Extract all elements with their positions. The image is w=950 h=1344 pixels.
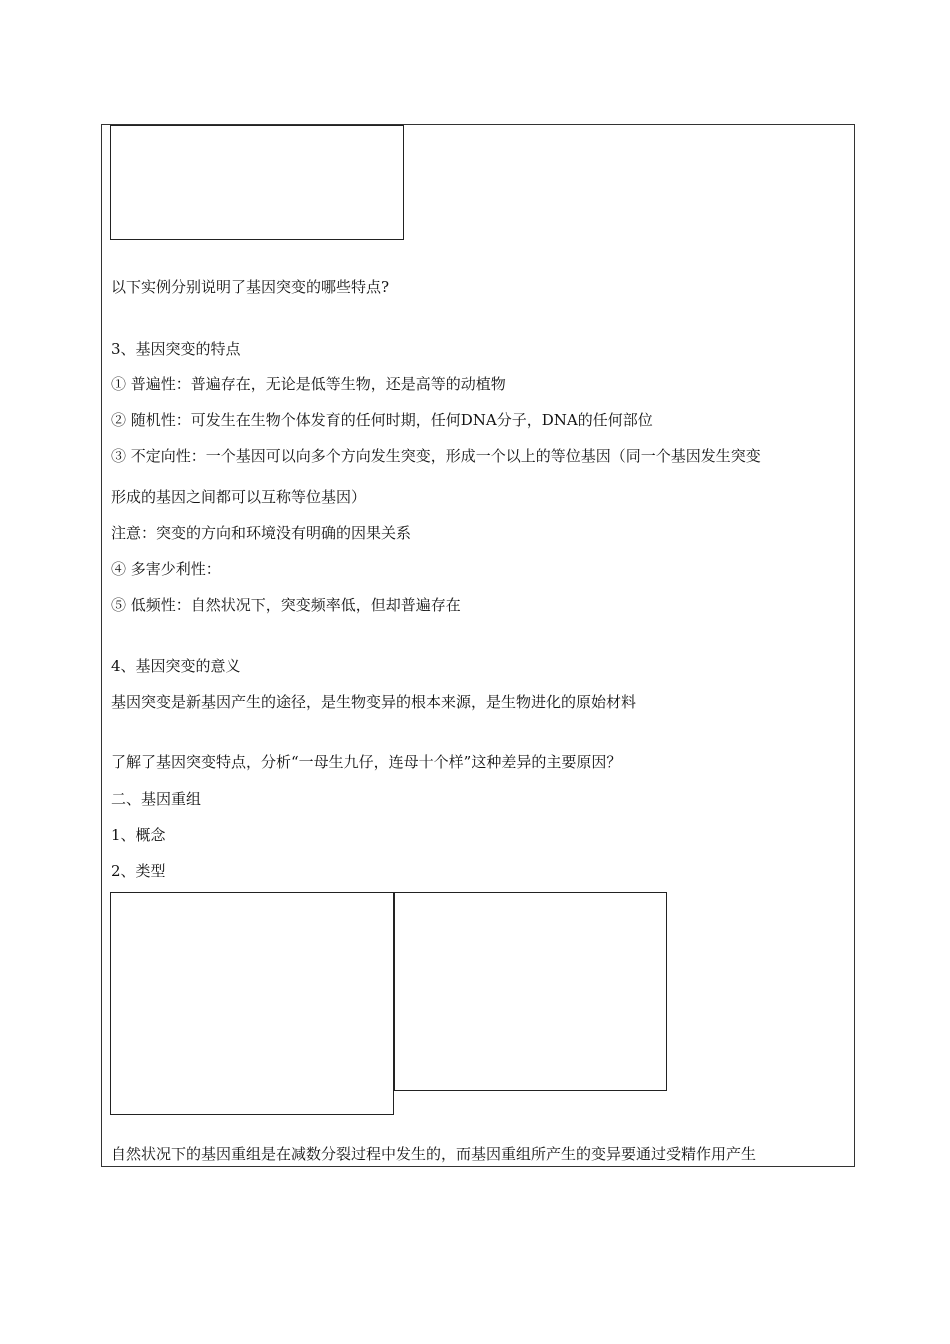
heading-types: 2、类型 <box>111 862 166 880</box>
heading-mutation-significance: 4、基因突变的意义 <box>111 657 241 675</box>
feature-low-frequency: ⑤ 低频性：自然状况下，突变频率低，但却普遍存在 <box>111 596 461 614</box>
heading-concept: 1、概念 <box>111 826 166 844</box>
heading-mutation-features: 3、基因突变的特点 <box>111 340 241 358</box>
feature-randomness: ② 随机性：可发生在生物个体发育的任何时期，任何DNA分子，DNA的任何部位 <box>111 411 653 429</box>
recombination-text: 自然状况下的基因重组是在减数分裂过程中发生的，而基因重组所产生的变异要通过受精作用产生 <box>111 1145 757 1163</box>
note-direction: 注意：突变的方向和环境没有明确的因果关系 <box>111 524 412 542</box>
question-variation: 了解了基因突变特点，分析“一母生九仔，连母十个样”这种差异的主要原因？ <box>111 753 622 771</box>
heading-recombination: 二、基因重组 <box>111 790 202 808</box>
image-placeholder-top <box>110 125 404 240</box>
feature-harmful: ④ 多害少利性： <box>111 560 221 578</box>
feature-universality: ① 普遍性：普遍存在，无论是低等生物，还是高等的动植物 <box>111 375 506 393</box>
image-placeholder-left <box>110 892 394 1115</box>
image-placeholder-right <box>394 892 667 1091</box>
feature-nondirectional-cont: 形成的基因之间都可以互称等位基因） <box>111 488 367 506</box>
question-features: 以下实例分别说明了基因突变的哪些特点? <box>111 278 390 296</box>
feature-nondirectional: ③ 不定向性：一个基因可以向多个方向发生突变，形成一个以上的等位基因（同一个基因发生突变 <box>111 447 761 465</box>
significance-text: 基因突变是新基因产生的途径，是生物变异的根本来源，是生物进化的原始材料 <box>111 693 637 711</box>
